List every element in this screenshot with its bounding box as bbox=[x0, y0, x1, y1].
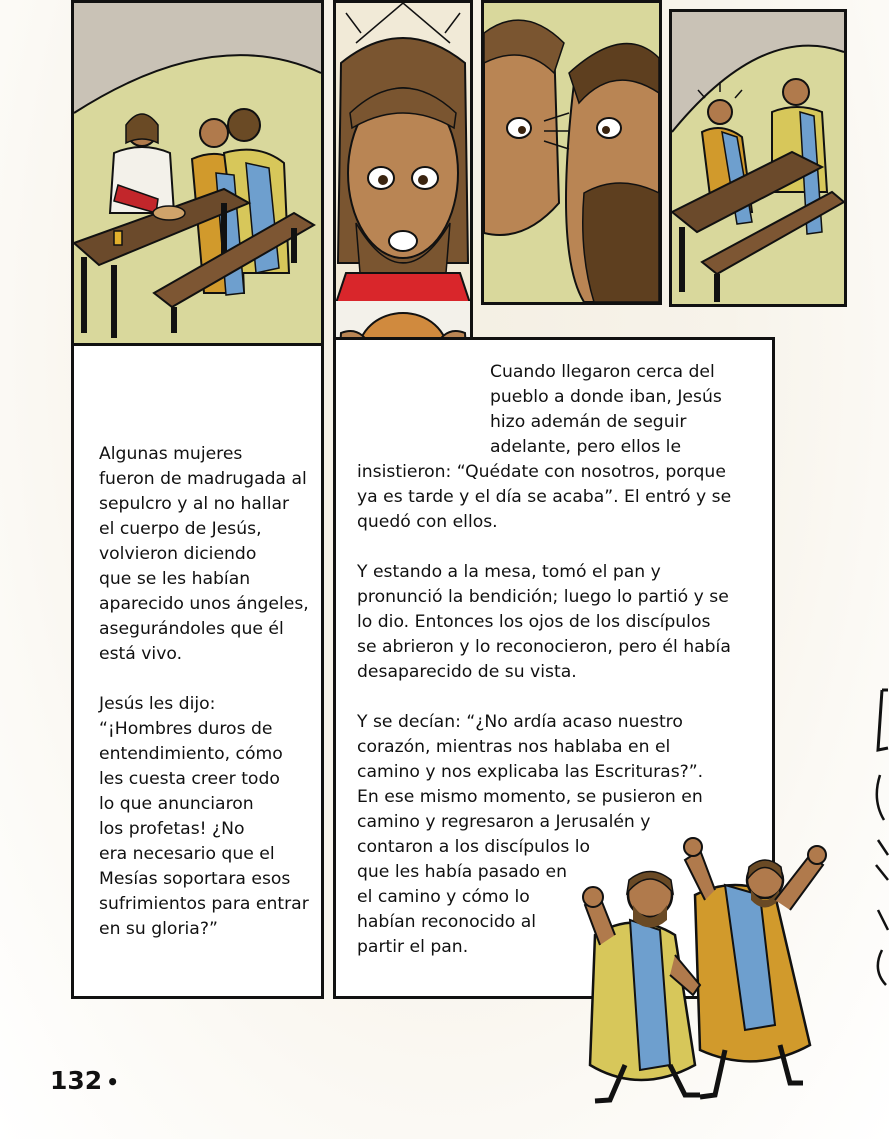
running-disciples-illustration bbox=[575, 825, 840, 1115]
sketch-marks-icon bbox=[868, 680, 889, 1010]
margin-sketch bbox=[868, 680, 889, 1010]
page-number bbox=[50, 1066, 119, 1095]
panel-disciples-recognize bbox=[481, 0, 662, 305]
left-paragraph-1: Algunas mujeres fueron de madrugada al sepulcro y al no hallar el cuerpo de Jesús, volvieron diciendo que se les habían aparecido unos ángeles, asegurándoles que él está vivo. bbox=[99, 444, 309, 664]
panel-jesus-vanishes bbox=[669, 9, 847, 307]
right-paragraph-1b: insistieron: “Quédate con nosotros, porque ya es tarde y el día se acaba”. El entró y se quedó con ellos. bbox=[357, 462, 732, 532]
right-paragraph-3a: Y se decían: “¿No ardía acaso nuestro corazón, mientras nos hablaba en el camino y nos explicaba las Escrituras?”. En ese mismo momento, se pusieron en camino y regresaron a Jerusalén y bbox=[357, 712, 704, 832]
page-number-bullet: • bbox=[106, 1070, 119, 1094]
jesus-at-table-icon bbox=[74, 3, 321, 343]
page-number-value: 132 bbox=[50, 1066, 103, 1095]
empty-seat-icon bbox=[672, 12, 844, 304]
right-paragraph-2: Y estando a la mesa, tomó el pan y pronunció la bendición; luego lo partió y se lo dio. Entonces los ojos de los discípulos se abrieron y lo reconocieron, pero él había desaparecido de su vista. bbox=[357, 562, 731, 682]
left-paragraph-2: Jesús les dijo: “¡Hombres duros de entendimiento, cómo les cuesta creer todo lo que anunciaron los profetas! ¿No era necesario que el Mesías soportara esos sufrimientos para entrar en su gloria?” bbox=[99, 694, 309, 939]
right-paragraph-1a: Cuando llegaron cerca del pueblo a donde iban, Jesús hizo ademán de seguir adelante, pero ellos le bbox=[490, 362, 722, 457]
panel-supper-table bbox=[71, 0, 324, 346]
running-disciples-icon bbox=[575, 825, 840, 1115]
left-text-box bbox=[71, 343, 324, 999]
right-paragraph-3b: contaron a los discípulos lo que les había pasado en el camino y cómo lo habían reconocido al partir el pan. bbox=[357, 837, 591, 957]
two-disciples-faces-icon bbox=[484, 3, 659, 302]
